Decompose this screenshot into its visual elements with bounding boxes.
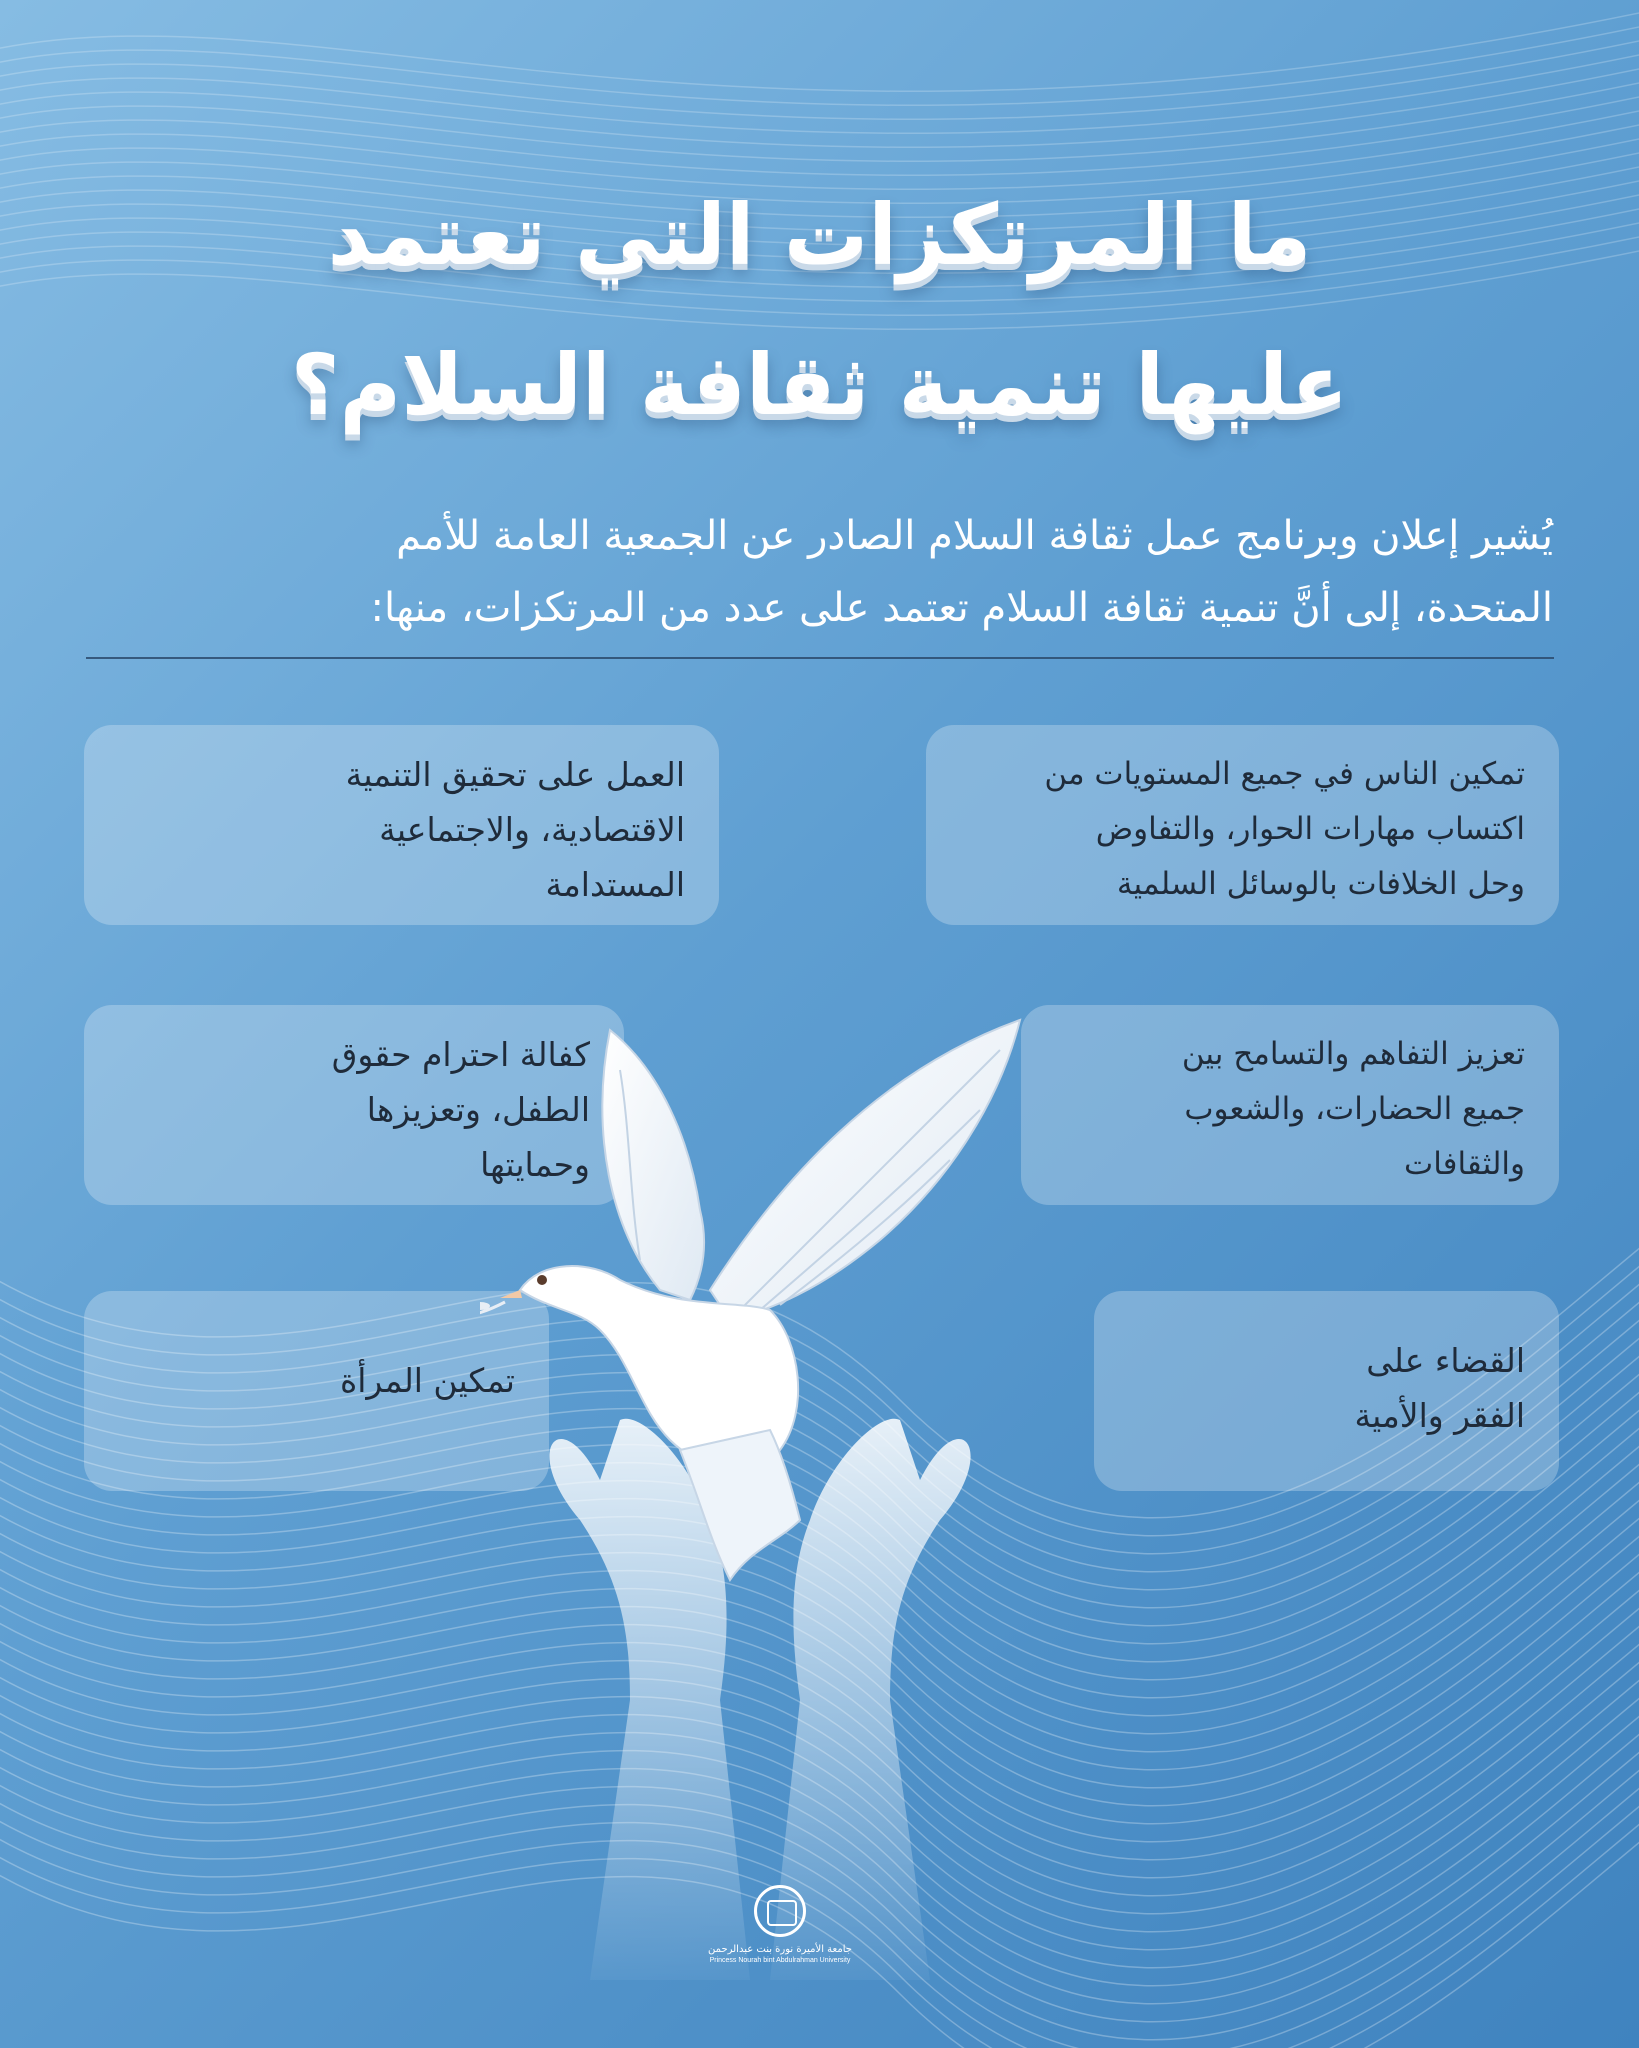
- university-emblem-icon: [754, 1885, 806, 1937]
- university-name-arabic: جامعة الأميرة نورة بنت عبدالرحمن: [708, 1944, 852, 1955]
- card-line: وحمايتها: [480, 1145, 590, 1184]
- title-line-1: ما المرتكزات التي تعتمد: [327, 186, 1312, 284]
- card-line: المستدامة: [545, 865, 685, 904]
- card-tolerance: [1021, 1005, 1559, 1205]
- card-line: الطفل، وتعزيزها: [366, 1090, 590, 1129]
- title-line-2: عليها تنمية ثقافة السلام؟: [290, 336, 1349, 434]
- card-line: الفقر والأمية: [1354, 1396, 1525, 1435]
- card-line: القضاء على: [1366, 1341, 1525, 1380]
- dove-right-wing: [710, 1020, 1020, 1320]
- intro-line-1: يُشير إعلان وبرنامج عمل ثقافة السلام الصادر عن الجمعية العامة للأمم: [396, 513, 1553, 559]
- divider-line: [86, 657, 1554, 659]
- dove-eye: [537, 1275, 547, 1285]
- dove-beak: [500, 1290, 522, 1298]
- dove-left-wing: [602, 1030, 704, 1300]
- card-line: والثقافات: [1404, 1146, 1525, 1182]
- card-line: تمكين المرأة: [339, 1361, 515, 1400]
- card-line: كفالة احترام حقوق: [331, 1035, 590, 1074]
- card-poverty: [1094, 1291, 1559, 1491]
- card-line: وحل الخلافات بالوسائل السلمية: [1116, 866, 1525, 902]
- card-line: العمل على تحقيق التنمية: [345, 755, 685, 794]
- card-line: تمكين الناس في جميع المستويات من: [1044, 756, 1525, 792]
- dove-and-hands-illustration: [480, 980, 1040, 1980]
- card-line: الاقتصادية، والاجتماعية: [379, 810, 685, 849]
- card-development: [84, 725, 719, 925]
- university-logo: [695, 1885, 865, 1966]
- page-title: [0, 160, 1639, 460]
- card-empower-people: [926, 725, 1559, 925]
- university-name-english: Princess Nourah bint Abdulrahman University: [709, 1957, 851, 1964]
- card-line: تعزيز التفاهم والتسامح بين: [1181, 1036, 1525, 1072]
- card-line: جميع الحضارات، والشعوب: [1184, 1091, 1525, 1127]
- intro-line-2: المتحدة، إلى أنَّ تنمية ثقافة السلام تعتمد على عدد من المرتكزات، منها:: [370, 585, 1553, 631]
- card-line: اكتساب مهارات الحوار، والتفاوض: [1095, 811, 1525, 847]
- intro-paragraph: [86, 500, 1553, 644]
